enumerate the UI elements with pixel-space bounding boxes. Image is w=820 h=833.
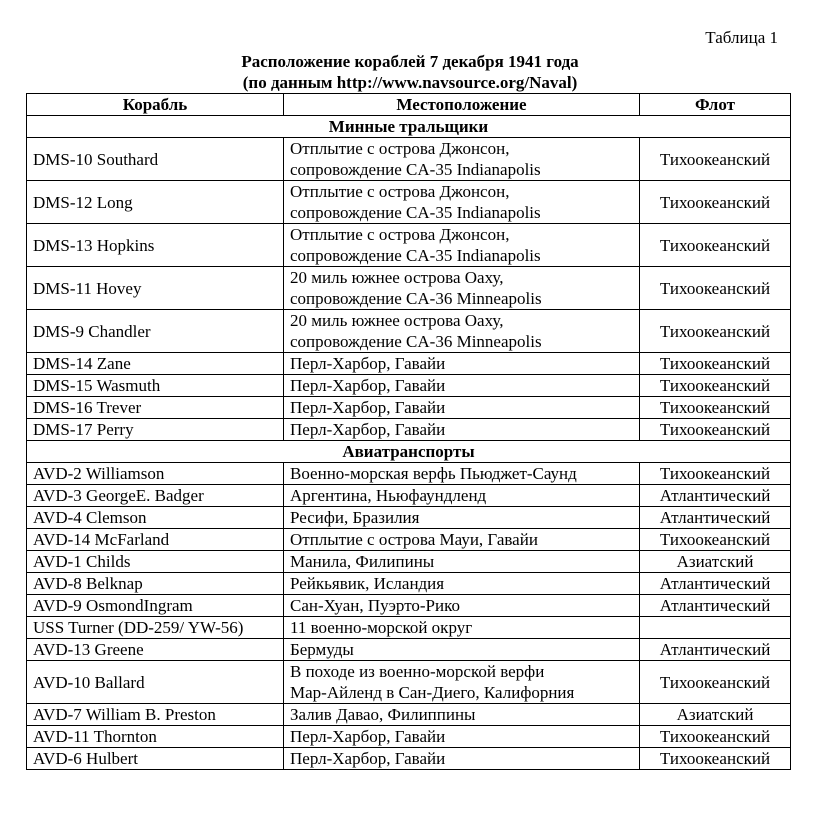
table-body — [27, 116, 791, 770]
title-line-1: Расположение кораблей 7 декабря 1941 года — [241, 52, 579, 71]
ship-cell: DMS-14 Zane — [27, 353, 284, 375]
fleet-cell: Тихоокеанский — [640, 661, 791, 704]
fleet-cell: Тихоокеанский — [640, 397, 791, 419]
table-row — [27, 397, 791, 419]
fleet-cell: Атлантический — [640, 595, 791, 617]
table-row — [27, 224, 791, 267]
location-line-1: Бермуды — [290, 640, 354, 659]
ship-cell: AVD-4 Clemson — [27, 507, 284, 529]
table-row — [27, 595, 791, 617]
table-number: Таблица 1 — [705, 28, 778, 47]
ship-cell: AVD-9 OsmondIngram — [27, 595, 284, 617]
location-cell — [284, 138, 640, 181]
table-row — [27, 463, 791, 485]
location-line-1: Рейкьявик, Исландия — [290, 574, 445, 593]
fleet-cell: Тихоокеанский — [640, 310, 791, 353]
section-title: Авиатранспорты — [27, 441, 791, 463]
fleet-cell: Тихоокеанский — [640, 748, 791, 770]
ship-cell: DMS-11 Hovey — [27, 267, 284, 310]
table-row — [27, 267, 791, 310]
fleet-cell: Азиатский — [640, 551, 791, 573]
location-cell — [284, 595, 640, 617]
fleet-cell: Тихоокеанский — [640, 419, 791, 441]
table-row — [27, 138, 791, 181]
ship-cell: USS Turner (DD-259/ YW-56) — [27, 617, 284, 639]
location-line-1: Залив Давао, Филиппины — [290, 705, 476, 724]
ship-cell: AVD-11 Thornton — [27, 726, 284, 748]
location-line-1: Перл-Харбор, Гавайи — [290, 727, 446, 746]
location-line-1: 11 военно-морской округ — [290, 618, 473, 637]
location-line-1: Сан-Хуан, Пуэрто-Рико — [290, 596, 461, 615]
ship-cell: DMS-16 Trever — [27, 397, 284, 419]
location-line-1: Отплытие с острова Джонсон, — [290, 139, 510, 158]
location-line-2: сопровождение CA-36 Minneapolis — [290, 289, 542, 308]
table-row — [27, 419, 791, 441]
location-line-2: сопровождение CA-35 Indianapolis — [290, 203, 541, 222]
ship-cell: DMS-13 Hopkins — [27, 224, 284, 267]
ship-cell: DMS-9 Chandler — [27, 310, 284, 353]
location-cell — [284, 224, 640, 267]
table-row — [27, 661, 791, 704]
location-line-2: Мар-Айленд в Сан-Диего, Калифорния — [290, 683, 575, 702]
fleet-cell: Атлантический — [640, 507, 791, 529]
ship-cell: DMS-10 Southard — [27, 138, 284, 181]
location-line-1: В походе из военно-морской верфи — [290, 662, 545, 681]
location-line-1: Перл-Харбор, Гавайи — [290, 398, 446, 417]
fleet-cell: Тихоокеанский — [640, 463, 791, 485]
location-line-1: Перл-Харбор, Гавайи — [290, 354, 446, 373]
document-title — [0, 51, 820, 93]
location-line-1: Перл-Харбор, Гавайи — [290, 376, 446, 395]
section-row — [27, 116, 791, 138]
location-line-1: 20 миль южнее острова Оаху, — [290, 311, 504, 330]
table-row — [27, 485, 791, 507]
location-cell — [284, 375, 640, 397]
fleet-cell: Тихоокеанский — [640, 181, 791, 224]
location-cell — [284, 748, 640, 770]
table-row — [27, 353, 791, 375]
location-cell — [284, 639, 640, 661]
fleet-cell: Тихоокеанский — [640, 726, 791, 748]
ship-cell: AVD-8 Belknap — [27, 573, 284, 595]
table-row — [27, 181, 791, 224]
location-line-1: Перл-Харбор, Гавайи — [290, 420, 446, 439]
section-row — [27, 441, 791, 463]
location-cell — [284, 661, 640, 704]
table-row — [27, 726, 791, 748]
fleet-cell: Атлантический — [640, 639, 791, 661]
table-row — [27, 375, 791, 397]
location-cell — [284, 529, 640, 551]
location-line-1: Отплытие с острова Джонсон, — [290, 225, 510, 244]
header-row — [27, 94, 791, 116]
table-row — [27, 639, 791, 661]
fleet-cell: Тихоокеанский — [640, 529, 791, 551]
location-line-1: Отплытие с острова Джонсон, — [290, 182, 510, 201]
ship-cell: AVD-10 Ballard — [27, 661, 284, 704]
ship-cell: AVD-6 Hulbert — [27, 748, 284, 770]
location-line-1: Манила, Филипины — [290, 552, 435, 571]
location-cell — [284, 726, 640, 748]
table-row — [27, 507, 791, 529]
location-cell — [284, 419, 640, 441]
table-row — [27, 704, 791, 726]
location-cell — [284, 463, 640, 485]
location-cell — [284, 617, 640, 639]
location-line-2: сопровождение CA-35 Indianapolis — [290, 246, 541, 265]
fleet-cell — [640, 617, 791, 639]
fleet-cell: Атлантический — [640, 573, 791, 595]
header-location: Местоположение — [284, 94, 640, 116]
table-row — [27, 551, 791, 573]
location-line-1: 20 миль южнее острова Оаху, — [290, 268, 504, 287]
location-cell — [284, 573, 640, 595]
ship-cell: AVD-3 GeorgeE. Badger — [27, 485, 284, 507]
location-line-1: Аргентина, Ньюфаундленд — [290, 486, 487, 505]
location-cell — [284, 397, 640, 419]
location-cell — [284, 551, 640, 573]
table-row — [27, 573, 791, 595]
location-cell — [284, 485, 640, 507]
table-row — [27, 748, 791, 770]
fleet-cell: Тихоокеанский — [640, 224, 791, 267]
location-line-2: сопровождение CA-35 Indianapolis — [290, 160, 541, 179]
location-cell — [284, 310, 640, 353]
ship-cell: DMS-12 Long — [27, 181, 284, 224]
fleet-cell: Тихоокеанский — [640, 375, 791, 397]
ships-table — [26, 93, 791, 770]
table-row — [27, 617, 791, 639]
location-line-1: Перл-Харбор, Гавайи — [290, 749, 446, 768]
fleet-cell: Атлантический — [640, 485, 791, 507]
location-cell — [284, 267, 640, 310]
ship-cell: AVD-13 Greene — [27, 639, 284, 661]
ship-cell: DMS-15 Wasmuth — [27, 375, 284, 397]
location-cell — [284, 181, 640, 224]
table-row — [27, 310, 791, 353]
location-line-1: Военно-морская верфь Пьюджет-Саунд — [290, 464, 577, 483]
ship-cell: AVD-7 William B. Preston — [27, 704, 284, 726]
ship-cell: AVD-1 Childs — [27, 551, 284, 573]
section-title: Минные тральщики — [27, 116, 791, 138]
ship-cell: AVD-2 Williamson — [27, 463, 284, 485]
table-row — [27, 529, 791, 551]
header-ship: Корабль — [27, 94, 284, 116]
location-line-2: сопровождение CA-36 Minneapolis — [290, 332, 542, 351]
header-fleet: Флот — [640, 94, 791, 116]
fleet-cell: Тихоокеанский — [640, 138, 791, 181]
fleet-cell: Азиатский — [640, 704, 791, 726]
title-line-2: (по данным http://www.navsource.org/Naval) — [242, 73, 578, 92]
location-cell — [284, 353, 640, 375]
location-cell — [284, 507, 640, 529]
location-line-1: Отплытие с острова Мауи, Гавайи — [290, 530, 538, 549]
fleet-cell: Тихоокеанский — [640, 267, 791, 310]
ship-cell: DMS-17 Perry — [27, 419, 284, 441]
location-line-1: Ресифи, Бразилия — [290, 508, 420, 527]
fleet-cell: Тихоокеанский — [640, 353, 791, 375]
location-cell — [284, 704, 640, 726]
ship-cell: AVD-14 McFarland — [27, 529, 284, 551]
